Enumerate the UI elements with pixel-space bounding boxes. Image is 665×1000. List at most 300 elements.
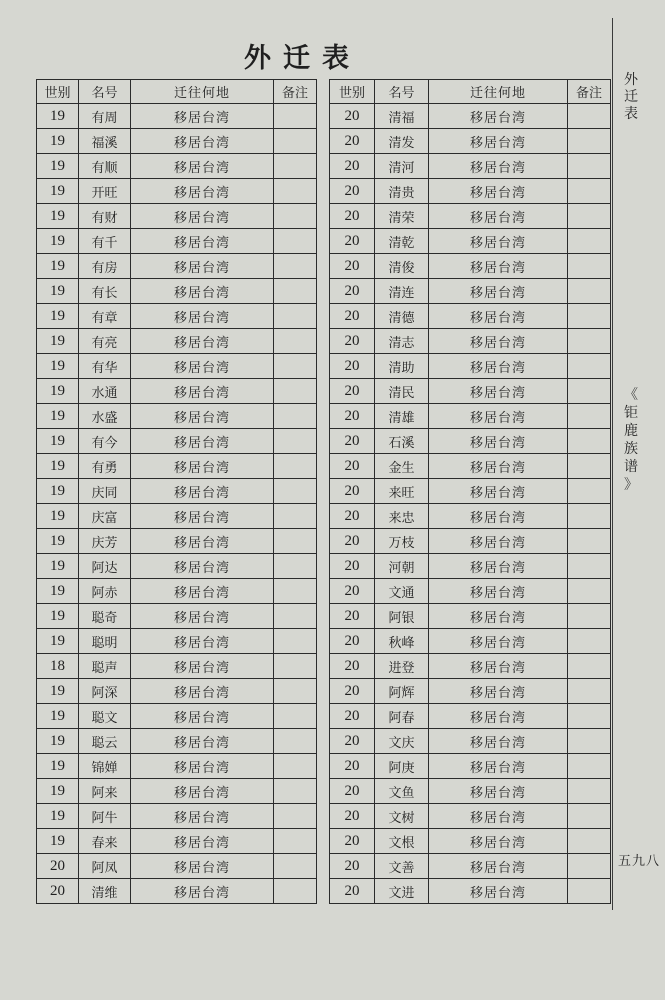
table-row: [330, 654, 611, 679]
remarks-cell: [274, 579, 317, 604]
generation-cell: 20: [330, 354, 375, 379]
name-cell: 清助: [375, 354, 429, 379]
name-cell: 阿银: [375, 604, 429, 629]
generation-cell: 19: [37, 454, 79, 479]
name-cell: 有华: [79, 354, 131, 379]
destination-cell: 移居台湾: [131, 379, 274, 404]
generation-cell: 19: [37, 629, 79, 654]
remarks-cell: [568, 229, 611, 254]
name-cell: 文树: [375, 804, 429, 829]
generation-cell: 20: [330, 879, 375, 904]
destination-cell: 移居台湾: [429, 354, 568, 379]
remarks-cell: [568, 704, 611, 729]
table-row: [37, 754, 317, 779]
table-row: [330, 729, 611, 754]
table-row: [37, 254, 317, 279]
name-cell: 文善: [375, 854, 429, 879]
header-remarks: 备注: [274, 80, 317, 104]
table-row: [330, 854, 611, 879]
name-cell: 庆芳: [79, 529, 131, 554]
table-row: [330, 179, 611, 204]
table-row: [330, 429, 611, 454]
remarks-cell: [274, 354, 317, 379]
remarks-cell: [568, 479, 611, 504]
generation-cell: 19: [37, 404, 79, 429]
remarks-cell: [274, 129, 317, 154]
destination-cell: 移居台湾: [131, 704, 274, 729]
name-cell: 阿春: [375, 704, 429, 729]
destination-cell: 移居台湾: [131, 579, 274, 604]
table-row: [330, 454, 611, 479]
generation-cell: 19: [37, 254, 79, 279]
remarks-cell: [274, 229, 317, 254]
remarks-cell: [274, 804, 317, 829]
table-row: [330, 554, 611, 579]
table-row: [37, 479, 317, 504]
table-row: [330, 229, 611, 254]
name-cell: 清荣: [375, 204, 429, 229]
generation-cell: 19: [37, 429, 79, 454]
destination-cell: 移居台湾: [429, 479, 568, 504]
table-row: [330, 304, 611, 329]
generation-cell: 19: [37, 304, 79, 329]
generation-cell: 19: [37, 379, 79, 404]
name-cell: 来忠: [375, 504, 429, 529]
generation-cell: 20: [330, 554, 375, 579]
name-cell: 阿凤: [79, 854, 131, 879]
destination-cell: 移居台湾: [429, 304, 568, 329]
destination-cell: 移居台湾: [429, 829, 568, 854]
table-row: [37, 604, 317, 629]
remarks-cell: [568, 279, 611, 304]
destination-cell: 移居台湾: [429, 554, 568, 579]
generation-cell: 20: [330, 304, 375, 329]
name-cell: 清发: [375, 129, 429, 154]
name-cell: 文进: [375, 879, 429, 904]
remarks-cell: [274, 704, 317, 729]
header-destination: 迁往何地: [131, 80, 274, 104]
table-row: [37, 579, 317, 604]
table-row: [330, 579, 611, 604]
generation-cell: 20: [330, 629, 375, 654]
remarks-cell: [568, 179, 611, 204]
remarks-cell: [274, 479, 317, 504]
remarks-cell: [274, 204, 317, 229]
header-generation: 世别: [330, 80, 375, 104]
destination-cell: 移居台湾: [429, 104, 568, 129]
name-cell: 文通: [375, 579, 429, 604]
destination-cell: 移居台湾: [131, 629, 274, 654]
remarks-cell: [568, 354, 611, 379]
destination-cell: 移居台湾: [131, 804, 274, 829]
table-row: [37, 104, 317, 129]
name-cell: 聪文: [79, 704, 131, 729]
remarks-cell: [274, 604, 317, 629]
generation-cell: 20: [330, 579, 375, 604]
destination-cell: 移居台湾: [429, 729, 568, 754]
remarks-cell: [274, 529, 317, 554]
remarks-cell: [274, 154, 317, 179]
destination-cell: 移居台湾: [429, 154, 568, 179]
name-cell: 文根: [375, 829, 429, 854]
table-row: [37, 779, 317, 804]
name-cell: 万枝: [375, 529, 429, 554]
table-row: [330, 529, 611, 554]
table-row: [330, 154, 611, 179]
name-cell: 河朝: [375, 554, 429, 579]
generation-cell: 20: [330, 254, 375, 279]
generation-cell: 20: [330, 229, 375, 254]
header-remarks: 备注: [568, 80, 611, 104]
remarks-cell: [568, 454, 611, 479]
destination-cell: 移居台湾: [131, 154, 274, 179]
generation-cell: 20: [330, 729, 375, 754]
name-cell: 聪明: [79, 629, 131, 654]
destination-cell: 移居台湾: [131, 504, 274, 529]
remarks-cell: [274, 629, 317, 654]
table-row: [37, 454, 317, 479]
name-cell: 清福: [375, 104, 429, 129]
generation-cell: 19: [37, 579, 79, 604]
table-row: [330, 754, 611, 779]
table-row: [37, 154, 317, 179]
name-cell: 有千: [79, 229, 131, 254]
table-row: [330, 779, 611, 804]
name-cell: 聪声: [79, 654, 131, 679]
table-row: [330, 354, 611, 379]
table-row: [37, 429, 317, 454]
generation-cell: 18: [37, 654, 79, 679]
destination-cell: 移居台湾: [131, 304, 274, 329]
name-cell: 有顺: [79, 154, 131, 179]
remarks-cell: [568, 679, 611, 704]
destination-cell: 移居台湾: [131, 729, 274, 754]
name-cell: 清德: [375, 304, 429, 329]
remarks-cell: [568, 629, 611, 654]
table-row: [330, 879, 611, 904]
destination-cell: 移居台湾: [131, 204, 274, 229]
table-row: [330, 254, 611, 279]
remarks-cell: [568, 654, 611, 679]
table-row: [37, 829, 317, 854]
name-cell: 秋峰: [375, 629, 429, 654]
remarks-cell: [568, 304, 611, 329]
remarks-cell: [274, 404, 317, 429]
name-cell: 开旺: [79, 179, 131, 204]
table-row: [37, 654, 317, 679]
margin-rule: [612, 18, 613, 910]
destination-cell: 移居台湾: [131, 129, 274, 154]
name-cell: 清俊: [375, 254, 429, 279]
remarks-cell: [568, 879, 611, 904]
name-cell: 有亮: [79, 329, 131, 354]
table-row: [330, 704, 611, 729]
table-row: [330, 479, 611, 504]
destination-cell: 移居台湾: [429, 629, 568, 654]
left-migration-table: [36, 79, 317, 904]
name-cell: 清乾: [375, 229, 429, 254]
name-cell: 有勇: [79, 454, 131, 479]
name-cell: 文鱼: [375, 779, 429, 804]
remarks-cell: [274, 754, 317, 779]
name-cell: 清连: [375, 279, 429, 304]
remarks-cell: [568, 579, 611, 604]
name-cell: 有房: [79, 254, 131, 279]
destination-cell: 移居台湾: [131, 754, 274, 779]
generation-cell: 20: [330, 404, 375, 429]
name-cell: 清民: [375, 379, 429, 404]
name-cell: 金生: [375, 454, 429, 479]
generation-cell: 20: [330, 529, 375, 554]
remarks-cell: [274, 829, 317, 854]
generation-cell: 20: [330, 829, 375, 854]
name-cell: 春来: [79, 829, 131, 854]
remarks-cell: [568, 754, 611, 779]
generation-cell: 19: [37, 154, 79, 179]
name-cell: 聪云: [79, 729, 131, 754]
generation-cell: 20: [330, 329, 375, 354]
name-cell: 清贵: [375, 179, 429, 204]
table-row: [330, 504, 611, 529]
remarks-cell: [274, 379, 317, 404]
remarks-cell: [274, 854, 317, 879]
destination-cell: 移居台湾: [131, 654, 274, 679]
destination-cell: 移居台湾: [131, 179, 274, 204]
destination-cell: 移居台湾: [429, 529, 568, 554]
destination-cell: 移居台湾: [429, 429, 568, 454]
destination-cell: 移居台湾: [429, 754, 568, 779]
generation-cell: 19: [37, 229, 79, 254]
name-cell: 清河: [375, 154, 429, 179]
remarks-cell: [274, 654, 317, 679]
remarks-cell: [568, 429, 611, 454]
table-row: [330, 329, 611, 354]
right-migration-table: [329, 79, 611, 904]
generation-cell: 19: [37, 779, 79, 804]
generation-cell: 20: [330, 129, 375, 154]
table-row: [37, 504, 317, 529]
table-row: [330, 804, 611, 829]
table-row: [37, 379, 317, 404]
name-cell: 有财: [79, 204, 131, 229]
name-cell: 石溪: [375, 429, 429, 454]
name-cell: 阿达: [79, 554, 131, 579]
generation-cell: 20: [330, 379, 375, 404]
table-row: [37, 279, 317, 304]
destination-cell: 移居台湾: [131, 479, 274, 504]
name-cell: 阿辉: [375, 679, 429, 704]
destination-cell: 移居台湾: [131, 354, 274, 379]
remarks-cell: [568, 404, 611, 429]
remarks-cell: [274, 179, 317, 204]
header-generation: 世别: [37, 80, 79, 104]
destination-cell: 移居台湾: [429, 579, 568, 604]
name-cell: 有周: [79, 104, 131, 129]
name-cell: 锦婵: [79, 754, 131, 779]
destination-cell: 移居台湾: [131, 329, 274, 354]
generation-cell: 19: [37, 679, 79, 704]
destination-cell: 移居台湾: [429, 779, 568, 804]
generation-cell: 19: [37, 504, 79, 529]
remarks-cell: [274, 454, 317, 479]
destination-cell: 移居台湾: [429, 179, 568, 204]
destination-cell: 移居台湾: [429, 654, 568, 679]
table-row: [37, 129, 317, 154]
remarks-cell: [568, 254, 611, 279]
generation-cell: 19: [37, 554, 79, 579]
generation-cell: 20: [330, 104, 375, 129]
table-row: [330, 404, 611, 429]
remarks-cell: [274, 429, 317, 454]
remarks-cell: [274, 554, 317, 579]
destination-cell: 移居台湾: [429, 804, 568, 829]
destination-cell: 移居台湾: [429, 704, 568, 729]
remarks-cell: [568, 604, 611, 629]
generation-cell: 20: [330, 279, 375, 304]
remarks-cell: [568, 854, 611, 879]
header-destination: 迁往何地: [429, 80, 568, 104]
generation-cell: 19: [37, 829, 79, 854]
remarks-cell: [274, 254, 317, 279]
name-cell: 来旺: [375, 479, 429, 504]
remarks-cell: [568, 329, 611, 354]
remarks-cell: [568, 504, 611, 529]
table-row: [37, 704, 317, 729]
generation-cell: 20: [330, 179, 375, 204]
name-cell: 庆同: [79, 479, 131, 504]
table-row: [37, 854, 317, 879]
generation-cell: 19: [37, 129, 79, 154]
destination-cell: 移居台湾: [131, 229, 274, 254]
destination-cell: 移居台湾: [131, 554, 274, 579]
table-row: [37, 729, 317, 754]
destination-cell: 移居台湾: [429, 229, 568, 254]
destination-cell: 移居台湾: [131, 779, 274, 804]
destination-cell: 移居台湾: [429, 254, 568, 279]
table-row: [330, 829, 611, 854]
destination-cell: 移居台湾: [131, 404, 274, 429]
table-row: [37, 204, 317, 229]
remarks-cell: [274, 329, 317, 354]
table-row: [330, 629, 611, 654]
remarks-cell: [568, 154, 611, 179]
destination-cell: 移居台湾: [131, 104, 274, 129]
generation-cell: 20: [330, 654, 375, 679]
generation-cell: 19: [37, 704, 79, 729]
side-book-title: 《 钜 鹿 族 谱 》: [624, 387, 638, 493]
destination-cell: 移居台湾: [131, 854, 274, 879]
name-cell: 福溪: [79, 129, 131, 154]
destination-cell: 移居台湾: [429, 604, 568, 629]
remarks-cell: [568, 529, 611, 554]
table-row: [37, 354, 317, 379]
table-row: [37, 404, 317, 429]
name-cell: 庆富: [79, 504, 131, 529]
remarks-cell: [274, 729, 317, 754]
generation-cell: 20: [330, 204, 375, 229]
generation-cell: 19: [37, 329, 79, 354]
generation-cell: 20: [330, 154, 375, 179]
remarks-cell: [568, 204, 611, 229]
remarks-cell: [274, 679, 317, 704]
remarks-cell: [568, 554, 611, 579]
destination-cell: 移居台湾: [429, 404, 568, 429]
remarks-cell: [568, 779, 611, 804]
name-cell: 进登: [375, 654, 429, 679]
table-row: [330, 604, 611, 629]
table-row: [37, 804, 317, 829]
name-cell: 阿深: [79, 679, 131, 704]
destination-cell: 移居台湾: [429, 279, 568, 304]
destination-cell: 移居台湾: [429, 854, 568, 879]
destination-cell: 移居台湾: [131, 529, 274, 554]
table-header-row: [37, 80, 317, 104]
generation-cell: 19: [37, 204, 79, 229]
table-row: [37, 629, 317, 654]
name-cell: 有今: [79, 429, 131, 454]
header-name: 名号: [375, 80, 429, 104]
generation-cell: 20: [330, 754, 375, 779]
generation-cell: 20: [330, 804, 375, 829]
destination-cell: 移居台湾: [429, 879, 568, 904]
table-row: [37, 179, 317, 204]
remarks-cell: [568, 379, 611, 404]
remarks-cell: [568, 729, 611, 754]
generation-cell: 19: [37, 279, 79, 304]
remarks-cell: [274, 279, 317, 304]
destination-cell: 移居台湾: [131, 829, 274, 854]
page-title: 外迁表: [244, 43, 361, 74]
generation-cell: 19: [37, 804, 79, 829]
table-row: [330, 279, 611, 304]
generation-cell: 19: [37, 354, 79, 379]
table-row: [37, 304, 317, 329]
name-cell: 阿庚: [375, 754, 429, 779]
name-cell: 有长: [79, 279, 131, 304]
generation-cell: 19: [37, 604, 79, 629]
generation-cell: 20: [330, 454, 375, 479]
name-cell: 阿来: [79, 779, 131, 804]
name-cell: 阿赤: [79, 579, 131, 604]
generation-cell: 20: [330, 679, 375, 704]
destination-cell: 移居台湾: [131, 454, 274, 479]
destination-cell: 移居台湾: [131, 279, 274, 304]
generation-cell: 19: [37, 729, 79, 754]
table-row: [330, 379, 611, 404]
destination-cell: 移居台湾: [429, 204, 568, 229]
table-row: [37, 554, 317, 579]
generation-cell: 20: [330, 604, 375, 629]
remarks-cell: [568, 129, 611, 154]
table-row: [330, 104, 611, 129]
header-name: 名号: [79, 80, 131, 104]
table-row: [330, 679, 611, 704]
name-cell: 聪奇: [79, 604, 131, 629]
generation-cell: 20: [330, 854, 375, 879]
generation-cell: 20: [37, 854, 79, 879]
destination-cell: 移居台湾: [429, 329, 568, 354]
remarks-cell: [568, 804, 611, 829]
name-cell: 清雄: [375, 404, 429, 429]
name-cell: 阿牛: [79, 804, 131, 829]
table-row: [37, 879, 317, 904]
destination-cell: 移居台湾: [429, 679, 568, 704]
side-section-label: 外 迁 表: [624, 72, 638, 122]
generation-cell: 20: [330, 779, 375, 804]
remarks-cell: [274, 504, 317, 529]
destination-cell: 移居台湾: [429, 454, 568, 479]
remarks-cell: [274, 304, 317, 329]
